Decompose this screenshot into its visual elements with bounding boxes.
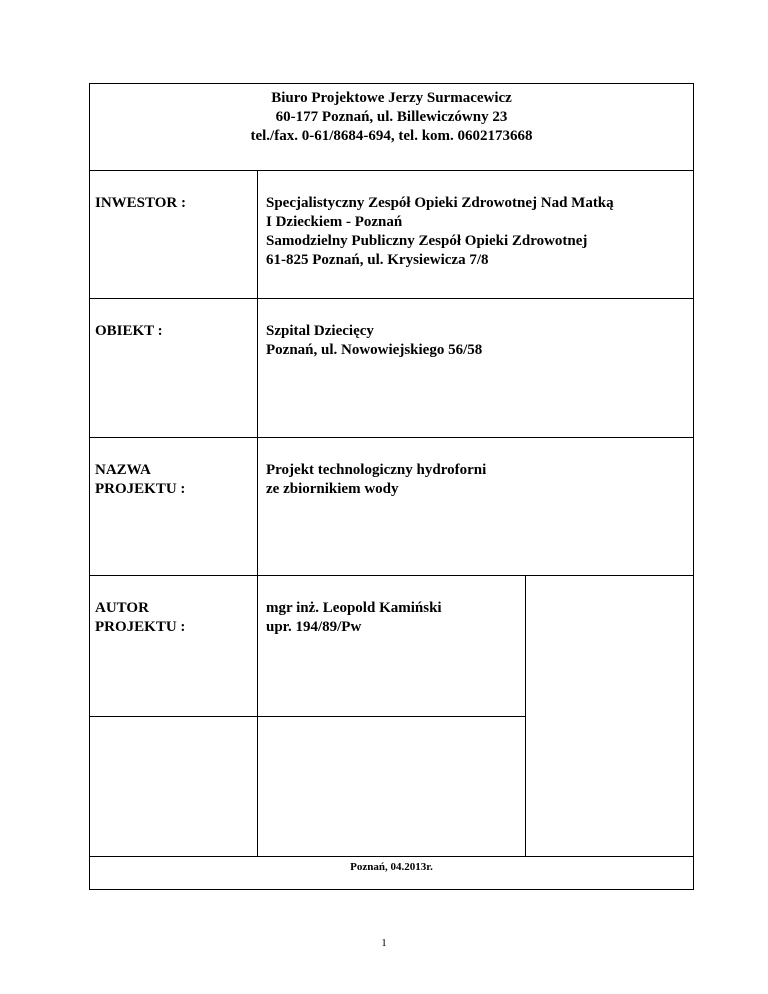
project-name-row	[90, 438, 694, 576]
signature-cell	[526, 576, 694, 857]
office-header	[90, 84, 694, 171]
footer-row	[90, 857, 694, 890]
investor-label: INWESTOR :	[90, 171, 258, 299]
investor-row	[90, 171, 694, 299]
empty-cell-left	[90, 717, 258, 857]
office-address: 60-177 Poznań, ul. Billewiczówny 23	[275, 109, 508, 125]
investor-line: Samodzielny Publiczny Zespół Opieki Zdrowotnej	[266, 233, 588, 249]
investor-line: 61-825 Poznań, ul. Krysiewicza 7/8	[266, 252, 489, 268]
investor-line: I Dzieckiem - Poznań	[266, 214, 403, 230]
page-number: 1	[381, 937, 387, 949]
project-name-line: ze zbiornikiem wody	[266, 481, 399, 497]
author-row	[90, 576, 694, 717]
object-value	[258, 299, 694, 438]
author-label-line: AUTOR	[95, 600, 149, 616]
project-name-value	[258, 438, 694, 576]
author-label-line: PROJEKTU :	[95, 619, 186, 635]
object-row	[90, 299, 694, 438]
investor-value	[258, 171, 694, 299]
author-line: upr. 194/89/Pw	[266, 619, 362, 635]
project-name-label-line: PROJEKTU :	[95, 481, 186, 497]
office-name: Biuro Projektowe Jerzy Surmacewicz	[271, 90, 512, 106]
object-line: Szpital Dziecięcy	[266, 323, 374, 339]
office-contact: tel./fax. 0-61/8684-694, tel. kom. 0602173668	[250, 128, 533, 144]
project-name-line: Projekt technologiczny hydroforni	[266, 462, 487, 478]
investor-line: Specjalistyczny Zespół Opieki Zdrowotnej Nad Matką	[266, 195, 614, 211]
header-row	[90, 84, 694, 171]
object-label: OBIEKT :	[90, 299, 258, 438]
title-sheet-table	[89, 83, 694, 890]
author-line: mgr inż. Leopold Kamiński	[266, 600, 442, 616]
place-date: Poznań, 04.2013r.	[90, 857, 694, 890]
empty-cell-middle	[258, 717, 526, 857]
author-value	[258, 576, 526, 717]
project-name-label-line: NAZWA	[95, 462, 151, 478]
author-label	[90, 576, 258, 717]
project-name-label	[90, 438, 258, 576]
object-line: Poznań, ul. Nowowiejskiego 56/58	[266, 342, 483, 358]
